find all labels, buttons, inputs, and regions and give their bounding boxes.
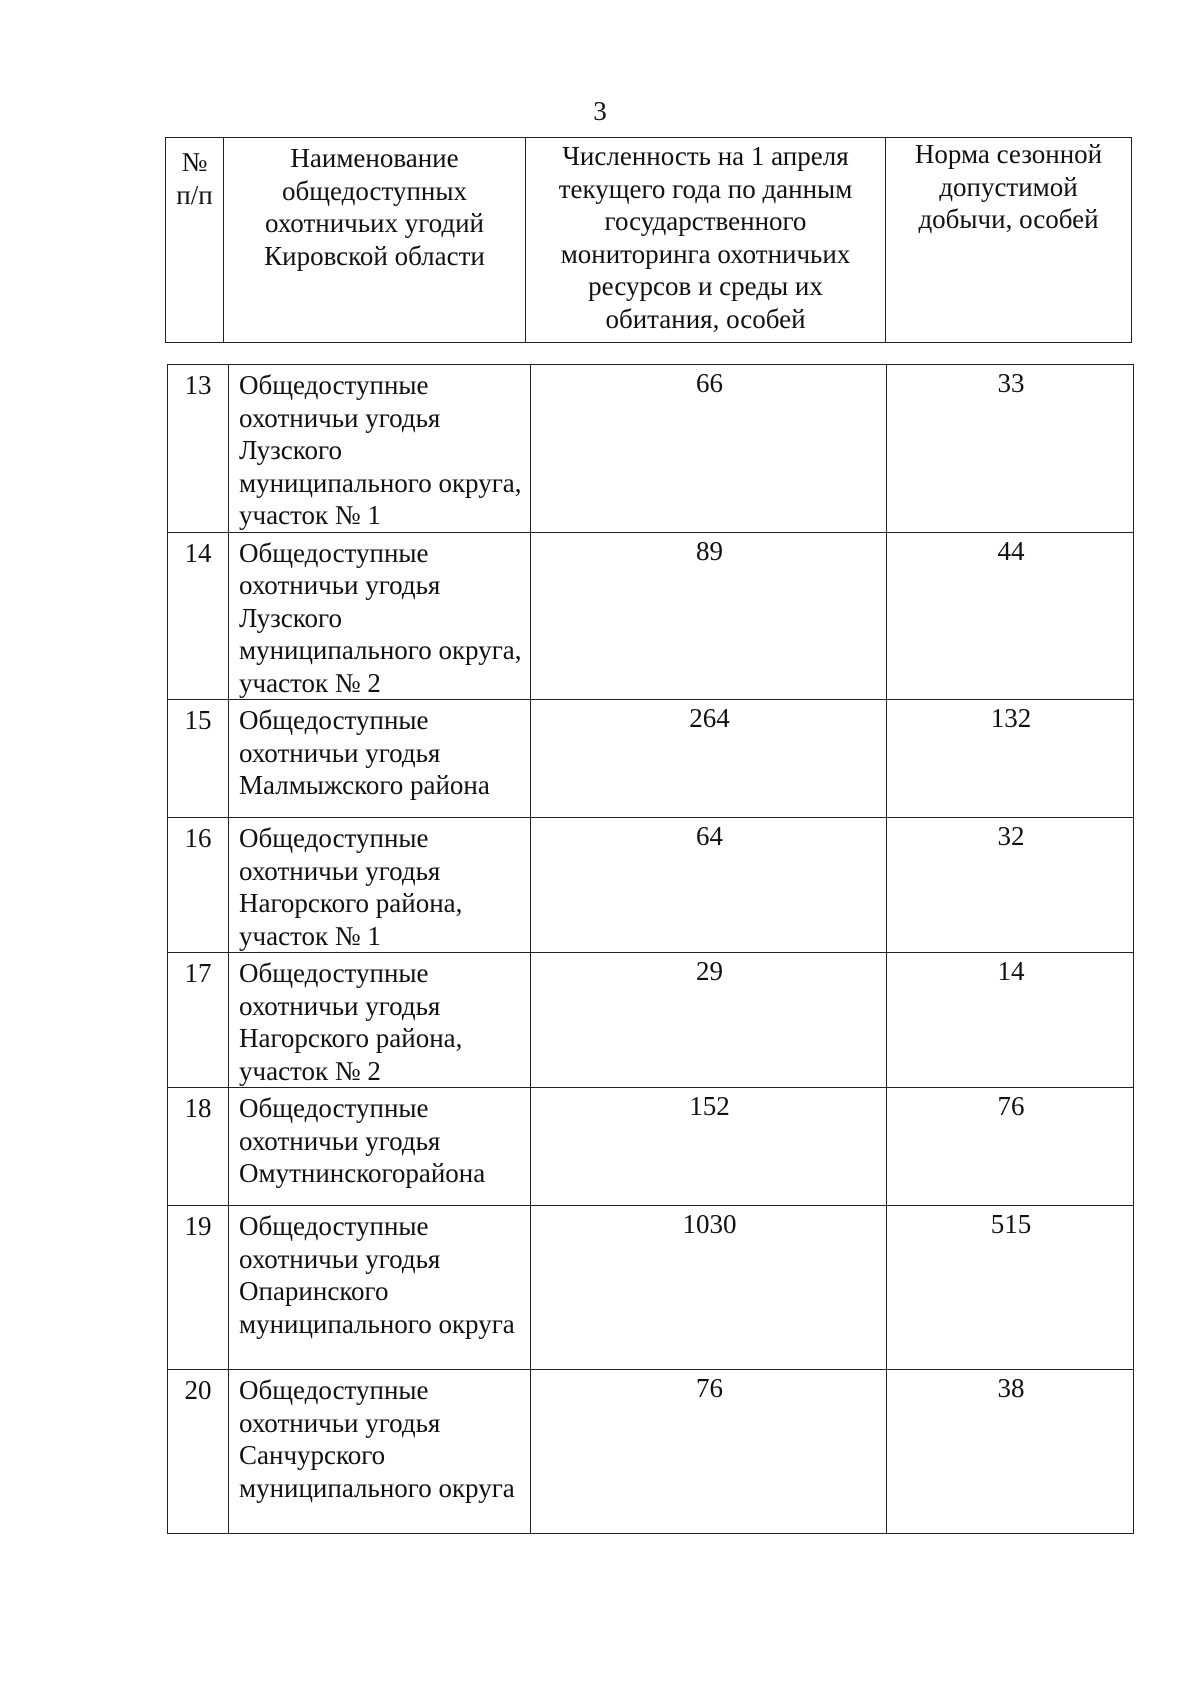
row-count: 1030 <box>531 1206 887 1370</box>
row-name: Общедоступные охотничьи угодья Нагорского района, участок № 1 <box>229 818 531 953</box>
table-row <box>168 1088 1134 1206</box>
row-norm: 44 <box>887 532 1134 700</box>
row-norm: 132 <box>887 700 1134 818</box>
row-name: Общедоступные охотничьи угодья Нагорского района, участок № 2 <box>229 953 531 1088</box>
data-table <box>167 364 1134 1534</box>
row-count: 89 <box>531 532 887 700</box>
row-count: 64 <box>531 818 887 953</box>
row-name: Общедоступные охотничьи угодья Лузского муниципального округа, участок № 1 <box>229 365 531 533</box>
row-num: 13 <box>168 365 229 533</box>
table-header <box>165 137 1132 343</box>
row-count: 76 <box>531 1370 887 1534</box>
row-num: 16 <box>168 818 229 953</box>
row-norm: 515 <box>887 1206 1134 1370</box>
row-count: 264 <box>531 700 887 818</box>
header-name: Наименование общедоступных охотничьих угодий Кировской области <box>224 138 526 343</box>
row-norm: 38 <box>887 1370 1134 1534</box>
header-num: № п/п <box>166 138 224 343</box>
table-row <box>168 818 1134 953</box>
row-count: 29 <box>531 953 887 1088</box>
row-name: Общедоступные охотничьи угодья Опаринского муниципального округа <box>229 1206 531 1370</box>
header-norm: Норма сезонной допустимой добычи, особей <box>886 138 1132 343</box>
row-num: 15 <box>168 700 229 818</box>
table-row <box>168 1206 1134 1370</box>
row-norm: 14 <box>887 953 1134 1088</box>
table-row <box>168 365 1134 533</box>
row-num: 17 <box>168 953 229 1088</box>
header-count: Численность на 1 апреля текущего года по данным государственного мониторинга охотничьих ресурсов и среды их обитания, особей <box>526 138 886 343</box>
row-num: 19 <box>168 1206 229 1370</box>
row-name: Общедоступные охотничьи угодья Санчурского муниципального округа <box>229 1370 531 1534</box>
row-num: 20 <box>168 1370 229 1534</box>
row-norm: 76 <box>887 1088 1134 1206</box>
row-name: Общедоступные охотничьи угодья Лузского муниципального округа, участок № 2 <box>229 532 531 700</box>
row-num: 18 <box>168 1088 229 1206</box>
row-norm: 33 <box>887 365 1134 533</box>
row-num: 14 <box>168 532 229 700</box>
row-count: 66 <box>531 365 887 533</box>
header-row <box>166 138 1132 343</box>
row-name: Общедоступные охотничьи угодья Малмыжского района <box>229 700 531 818</box>
table-row <box>168 700 1134 818</box>
row-name: Общедоступные охотничьи угодья Омутнинскогорайона <box>229 1088 531 1206</box>
row-norm: 32 <box>887 818 1134 953</box>
table-row <box>168 953 1134 1088</box>
page-number: 3 <box>593 96 607 126</box>
table-row <box>168 1370 1134 1534</box>
row-count: 152 <box>531 1088 887 1206</box>
table-row <box>168 532 1134 700</box>
